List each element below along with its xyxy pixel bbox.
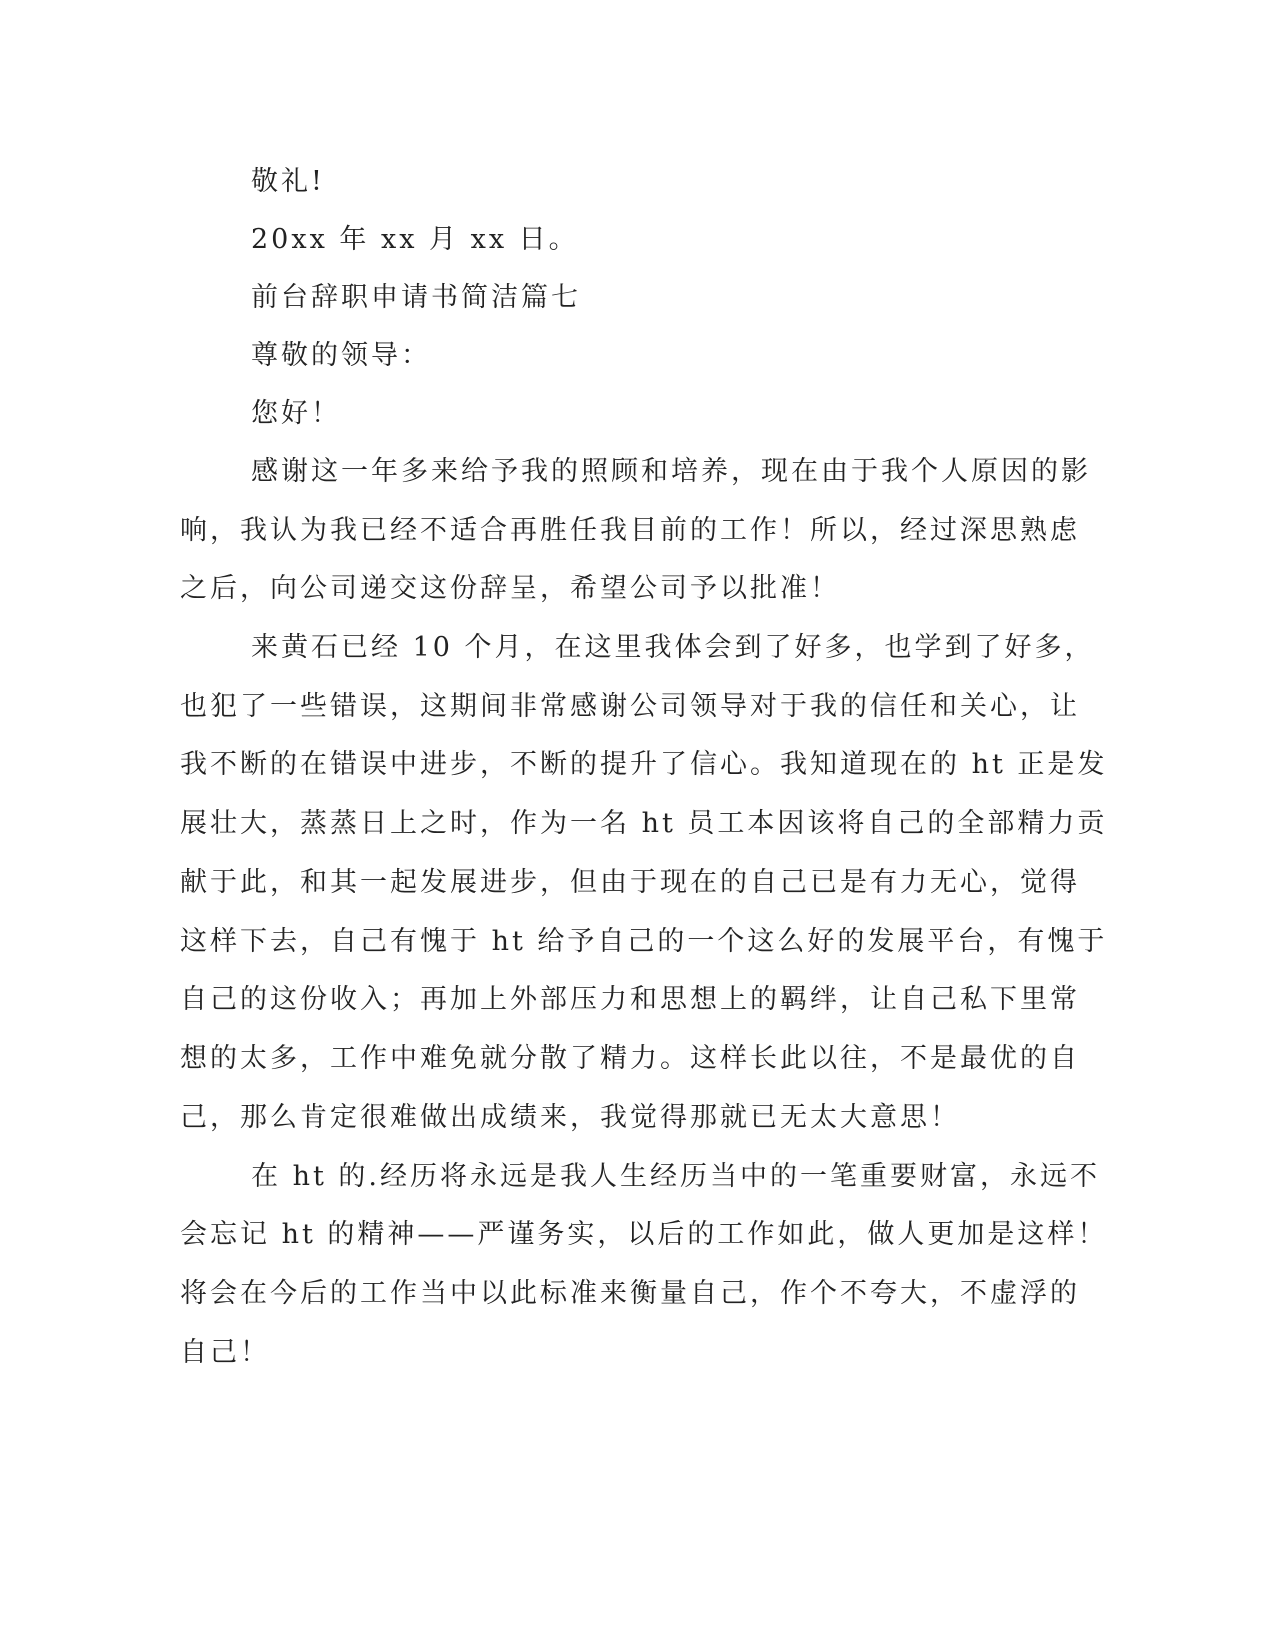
paragraph-3-line-2: 会忘记 ht 的精神——严谨务实，以后的工作如此，做人更加是这样！ (180, 1219, 1108, 1250)
letter-greeting: 尊敬的领导： (251, 340, 431, 371)
paragraph-3-line-1: 在 ht 的.经历将永远是我人生经历当中的一笔重要财富，永远不 (251, 1161, 1100, 1192)
paragraph-1-line-3: 之后，向公司递交这份辞呈，希望公司予以批准！ (180, 573, 840, 604)
closing-salutation: 敬礼! (251, 166, 325, 197)
paragraph-3-line-3: 将会在今后的工作当中以此标准来衡量自己，作个不夸大，不虚浮的 (180, 1278, 1080, 1309)
paragraph-2-line-8: 想的太多，工作中难免就分散了精力。这样长此以往，不是最优的自 (180, 1043, 1080, 1074)
paragraph-2-line-5: 献于此，和其一起发展进步，但由于现在的自己已是有力无心，觉得 (180, 867, 1080, 898)
paragraph-2-line-7: 自己的这份收入；再加上外部压力和思想上的羁绊，让自己私下里常 (180, 984, 1080, 1015)
paragraph-2-line-6: 这样下去，自己有愧于 ht 给予自己的一个这么好的发展平台，有愧于 (180, 926, 1108, 957)
paragraph-2-line-4: 展壮大，蒸蒸日上之时，作为一名 ht 员工本因该将自己的全部精力贡 (180, 808, 1108, 839)
paragraph-2-line-1: 来黄石已经 10 个月，在这里我体会到了好多，也学到了好多， (251, 632, 1095, 663)
paragraph-2-line-9: 己，那么肯定很难做出成绩来，我觉得那就已无太大意思！ (180, 1102, 960, 1133)
paragraph-3-line-4: 自己！ (180, 1337, 270, 1368)
letter-hello: 您好！ (251, 398, 341, 429)
paragraph-1-line-1: 感谢这一年多来给予我的照顾和培养，现在由于我个人原因的影 (251, 456, 1091, 487)
paragraph-2-line-3: 我不断的在错误中进步，不断的提升了信心。我知道现在的 ht 正是发 (180, 749, 1108, 780)
letter-date: 20xx 年 xx 月 xx 日。 (251, 224, 579, 255)
section-title: 前台辞职申请书简洁篇七 (251, 282, 581, 313)
paragraph-1-line-2: 响，我认为我已经不适合再胜任我目前的工作！所以，经过深思熟虑 (180, 515, 1080, 546)
paragraph-2-line-2: 也犯了一些错误，这期间非常感谢公司领导对于我的信任和关心，让 (180, 691, 1080, 722)
